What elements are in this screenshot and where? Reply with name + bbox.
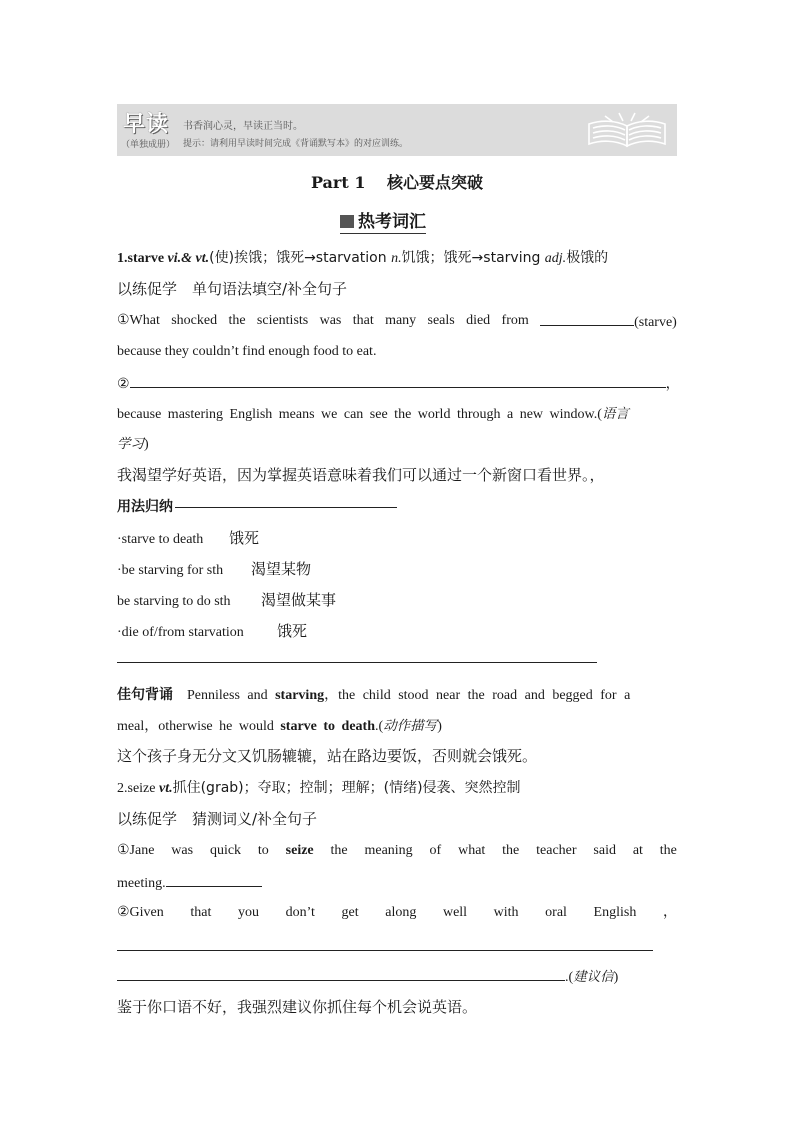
- usage-item: [117, 621, 677, 643]
- q3-end: meeting.: [117, 876, 166, 891]
- banner-motto: 书香润心灵，早读正当时。: [183, 121, 303, 132]
- section-title: [340, 207, 426, 234]
- q4-word: ②Given: [117, 905, 164, 920]
- definition-3: 极饿的: [566, 250, 609, 266]
- q1-word: died: [466, 313, 491, 328]
- question-3: [117, 841, 677, 861]
- question-3-cont: [117, 872, 677, 894]
- question-1-cont: because they couldn’t find enough food to eat.: [117, 344, 377, 359]
- answer-blank[interactable]: [130, 373, 666, 388]
- q1-word: many: [385, 313, 417, 328]
- usage-heading: [117, 497, 677, 517]
- q4-word: oral: [545, 905, 567, 920]
- q2-note-2: 学习: [117, 436, 144, 452]
- q1-word: from: [501, 313, 529, 328]
- good-sentence-translation: 这个孩子身无分文又饥肠辘辘，站在路边要饭，否则就会饿死。: [117, 747, 538, 765]
- q3-word: to: [257, 843, 269, 858]
- definition-2: 饥饿；饿死→starving: [401, 250, 545, 266]
- q4-word: that: [190, 905, 212, 920]
- q4-word: English: [593, 905, 637, 920]
- sentence-text: .(: [375, 719, 384, 734]
- definition: 抓住(grab)；夺取；控制；理解；(情绪)侵袭、突然控制: [172, 780, 521, 796]
- practice-heading: 以练促学 单句语法填空/补全句子: [117, 280, 348, 298]
- question-2-note-line: [117, 434, 677, 455]
- good-sentence: [117, 685, 677, 706]
- q4-close: ): [613, 970, 619, 985]
- q1-word: was: [319, 313, 342, 328]
- q2-note: 语言: [601, 406, 629, 422]
- definition: (使)挨饿；饿死→starvation: [209, 250, 392, 266]
- q1-word: ①What: [117, 313, 160, 328]
- q4-end: .(: [565, 970, 574, 985]
- q4-word: well: [442, 905, 468, 920]
- banner-title: 早读: [123, 112, 170, 137]
- q2-sentence: because mastering English means we can see the world through a new window.(: [117, 407, 602, 422]
- answer-blank[interactable]: [540, 311, 634, 326]
- sentence-close: ): [437, 719, 442, 734]
- q3-word: the: [502, 843, 520, 858]
- part-title: Part 1 核心要点突破: [310, 173, 484, 192]
- good-sentence-cont: [117, 716, 677, 737]
- usage-item: [117, 590, 677, 612]
- banner-subtitle: （单独成册）: [121, 140, 176, 150]
- answer-blank[interactable]: [117, 950, 653, 951]
- sentence-text: ，the child stood near the road and begged for a: [324, 688, 631, 703]
- q1-word: shocked: [171, 313, 218, 328]
- part-of-speech: vi.& vt.: [167, 251, 210, 266]
- part-of-speech: vt.: [158, 781, 173, 796]
- q3-word: of: [429, 843, 442, 858]
- divider: [175, 507, 397, 508]
- q1-word: the: [228, 313, 246, 328]
- question-2-translation: 我渴望学好英语，因为掌握英语意味着我们可以通过一个新窗口看世界。，: [117, 466, 605, 484]
- banner-tip: 提示：请利用早读时间完成《背诵默写本》的对应训练。: [183, 139, 409, 149]
- good-sentence-label: 佳句背诵: [117, 687, 173, 703]
- q3-word: the: [330, 843, 348, 858]
- answer-blank[interactable]: [166, 872, 262, 887]
- question-4-translation: 鉴于你口语不好，我强烈建议你抓住每个机会说英语。: [117, 998, 478, 1016]
- word-entry-seize: [117, 778, 677, 799]
- sentence-bold: starving: [275, 688, 325, 703]
- practice-heading: 以练促学 猜测词义/补全句子: [117, 810, 318, 828]
- q4-word: get: [341, 905, 359, 920]
- q1-word: that: [352, 313, 374, 328]
- divider: [117, 662, 597, 663]
- question-2-cont: [117, 404, 677, 425]
- usage-en: ·die of/from starvation: [117, 625, 244, 640]
- usage-zh: 渴望做某事: [261, 591, 337, 609]
- q3-word: what: [458, 843, 486, 858]
- question-4: [117, 903, 677, 923]
- q1-hint: (starve): [634, 315, 677, 330]
- section-title-text: 热考词汇: [358, 212, 426, 232]
- sentence-text: Penniless and: [187, 688, 276, 703]
- q3-word: ①Jane: [117, 843, 155, 858]
- q2-note-close: ): [144, 437, 149, 452]
- q3-word: at: [632, 843, 643, 858]
- q2-label: ②: [117, 377, 130, 392]
- question-4-cont: [117, 966, 677, 988]
- usage-item: [117, 528, 677, 550]
- q3-word: meaning: [364, 843, 413, 858]
- q4-word: you: [237, 905, 259, 920]
- q3-word: said: [593, 843, 616, 858]
- usage-en: be starving to do sth: [117, 594, 231, 609]
- question-2: [117, 373, 680, 395]
- q3-word: quick: [209, 843, 242, 858]
- usage-en: ·starve to death: [117, 532, 204, 547]
- q3-word: teacher: [536, 843, 577, 858]
- section-marker-icon: [340, 215, 354, 228]
- usage-zh: 饿死: [277, 622, 308, 640]
- headword: 1.starve: [117, 251, 168, 266]
- header-banner: [117, 104, 677, 156]
- q4-word: along: [385, 905, 417, 920]
- q3-keyword: seize: [285, 843, 314, 858]
- open-book-icon: [585, 110, 669, 150]
- sentence-bold: starve to death: [280, 719, 376, 734]
- sentence-note: 动作描写: [383, 718, 438, 734]
- q3-word: the: [659, 843, 677, 858]
- answer-blank[interactable]: [117, 966, 565, 981]
- word-entry-starve: [117, 248, 677, 269]
- q4-word: ，: [662, 905, 677, 920]
- q2-end: ，: [665, 377, 680, 392]
- usage-zh: 渴望某物: [251, 560, 312, 578]
- pos-adj: adj.: [544, 251, 567, 266]
- q4-word: with: [493, 905, 519, 920]
- sentence-text: meal，otherwise he would: [117, 719, 281, 734]
- q1-word: scientists: [256, 313, 309, 328]
- q4-word: don’t: [285, 905, 315, 920]
- usage-item: [117, 559, 677, 581]
- headword: 2.seize: [117, 781, 159, 796]
- pos-noun: n.: [391, 251, 402, 266]
- q4-note: 建议信: [573, 969, 614, 985]
- q1-word: seals: [427, 313, 455, 328]
- usage-title: 用法归纳: [117, 499, 173, 515]
- question-1: [117, 311, 677, 333]
- usage-zh: 饿死: [229, 529, 260, 547]
- usage-en: ·be starving for sth: [117, 563, 224, 578]
- q3-word: was: [171, 843, 194, 858]
